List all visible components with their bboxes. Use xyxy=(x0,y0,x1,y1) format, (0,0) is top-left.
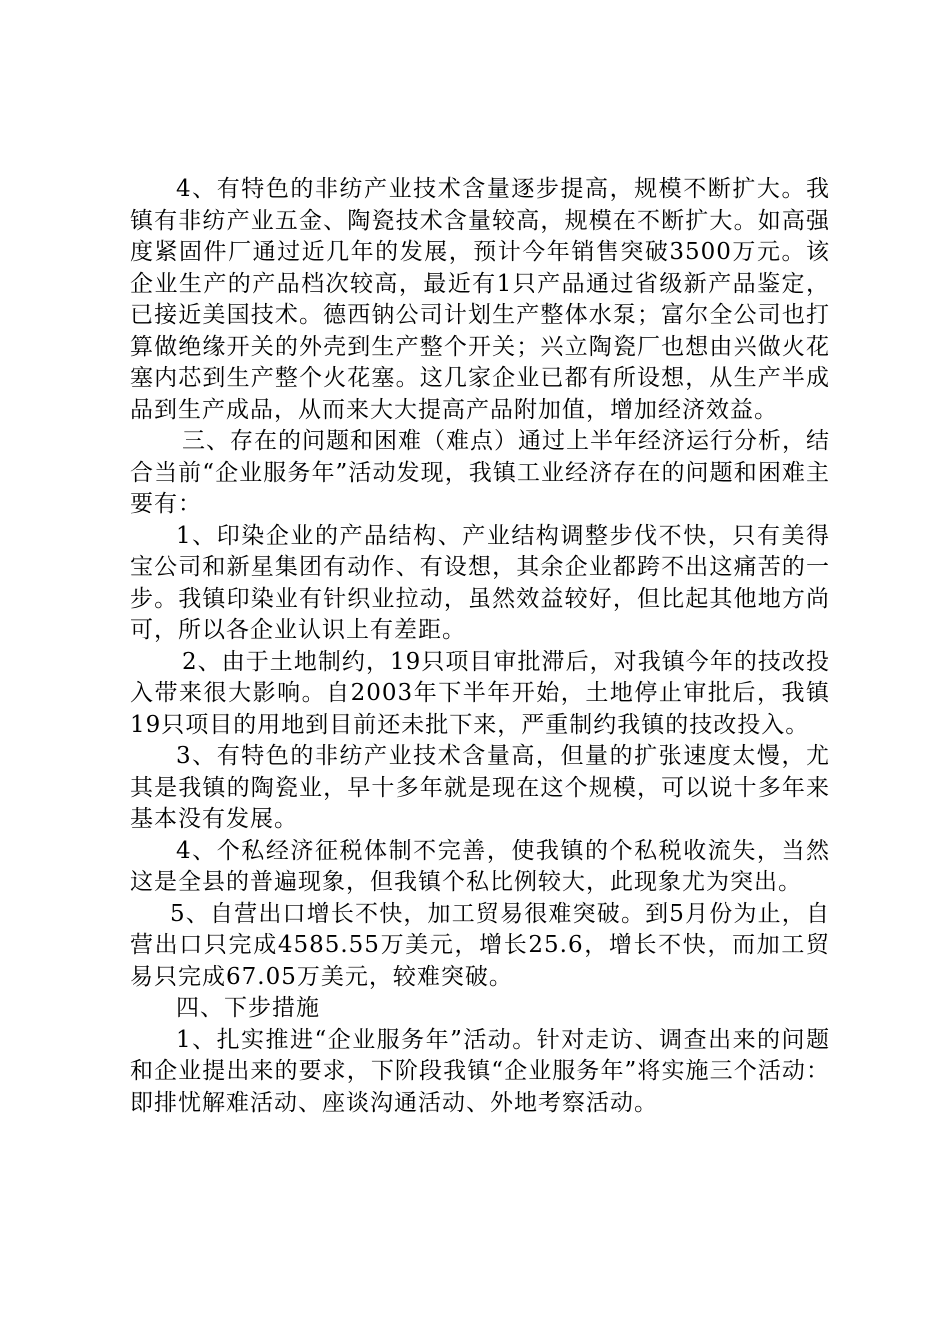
document-body xyxy=(130,174,830,1119)
paragraph-export-growth: 5、自营出口增长不快，加工贸易很难突破。到5月份为止，自营出口只完成4585.55万美元，增长25.6，增长不快，而加工贸易只完成67.05万美元，较难突破。 xyxy=(130,900,830,990)
paragraph-dyeing-structure: 1、印染企业的产品结构、产业结构调整步伐不快，只有美得宝公司和新星集团有动作、有设想，其余企业都跨不出这痛苦的一步。我镇印染业有针织业拉动，虽然效益较好，但比起其他地方尚可，所以各企业认识上有差距。 xyxy=(130,522,830,643)
paragraph-ceramics-growth: 3、有特色的非纺产业技术含量高，但量的扩张速度太慢，尤其是我镇的陶瓷业，早十多年就是现在这个规模，可以说十多年来基本没有发展。 xyxy=(130,743,830,832)
paragraph-problems-heading: 三、存在的问题和困难（难点）通过上半年经济运行分析，结合当前“企业服务年”活动发现，我镇工业经济存在的问题和困难主要有： xyxy=(130,428,830,517)
paragraph-nonwoven-industry: 4、有特色的非纺产业技术含量逐步提高，规模不断扩大。我镇有非纺产业五金、陶瓷技术含量较高，规模在不断扩大。如高强度紧固件厂通过近几年的发展，预计今年销售突破3500万元。该企业生产的产品档次较高，最近有1只产品通过省级新产品鉴定，已接近美国技术。德西钠公司计划生产整体水泵；富尔全公司也打算做绝缘开关的外壳到生产整个开关；兴立陶瓷厂也想由兴做火花塞内芯到生产整个火花塞。这几家企业已都有所设想，从生产半成品到生产成品，从而来大大提高产品附加值，增加经济效益。 xyxy=(130,176,830,423)
paragraph-service-year: 1、扎实推进“企业服务年”活动。针对走访、调查出来的问题和企业提出来的要求，下阶段我镇“企业服务年”将实施三个活动：即排忧解难活动、座谈沟通活动、外地考察活动。 xyxy=(130,1026,830,1116)
paragraph-next-steps-heading: 四、下步措施 xyxy=(176,995,320,1021)
paragraph-private-tax: 4、个私经济征税体制不完善，使我镇的个私税收流失，当然这是全县的普遍现象，但我镇个私比例较大，此现象尤为突出。 xyxy=(130,837,830,895)
paragraph-land-constraint: 2、由于土地制约，19只项目审批滞后，对我镇今年的技改投入带来很大影响。自2003年下半年开始，土地停止审批后，我镇19只项目的用地到目前还未批下来，严重制约我镇的技改投入。 xyxy=(130,648,830,738)
